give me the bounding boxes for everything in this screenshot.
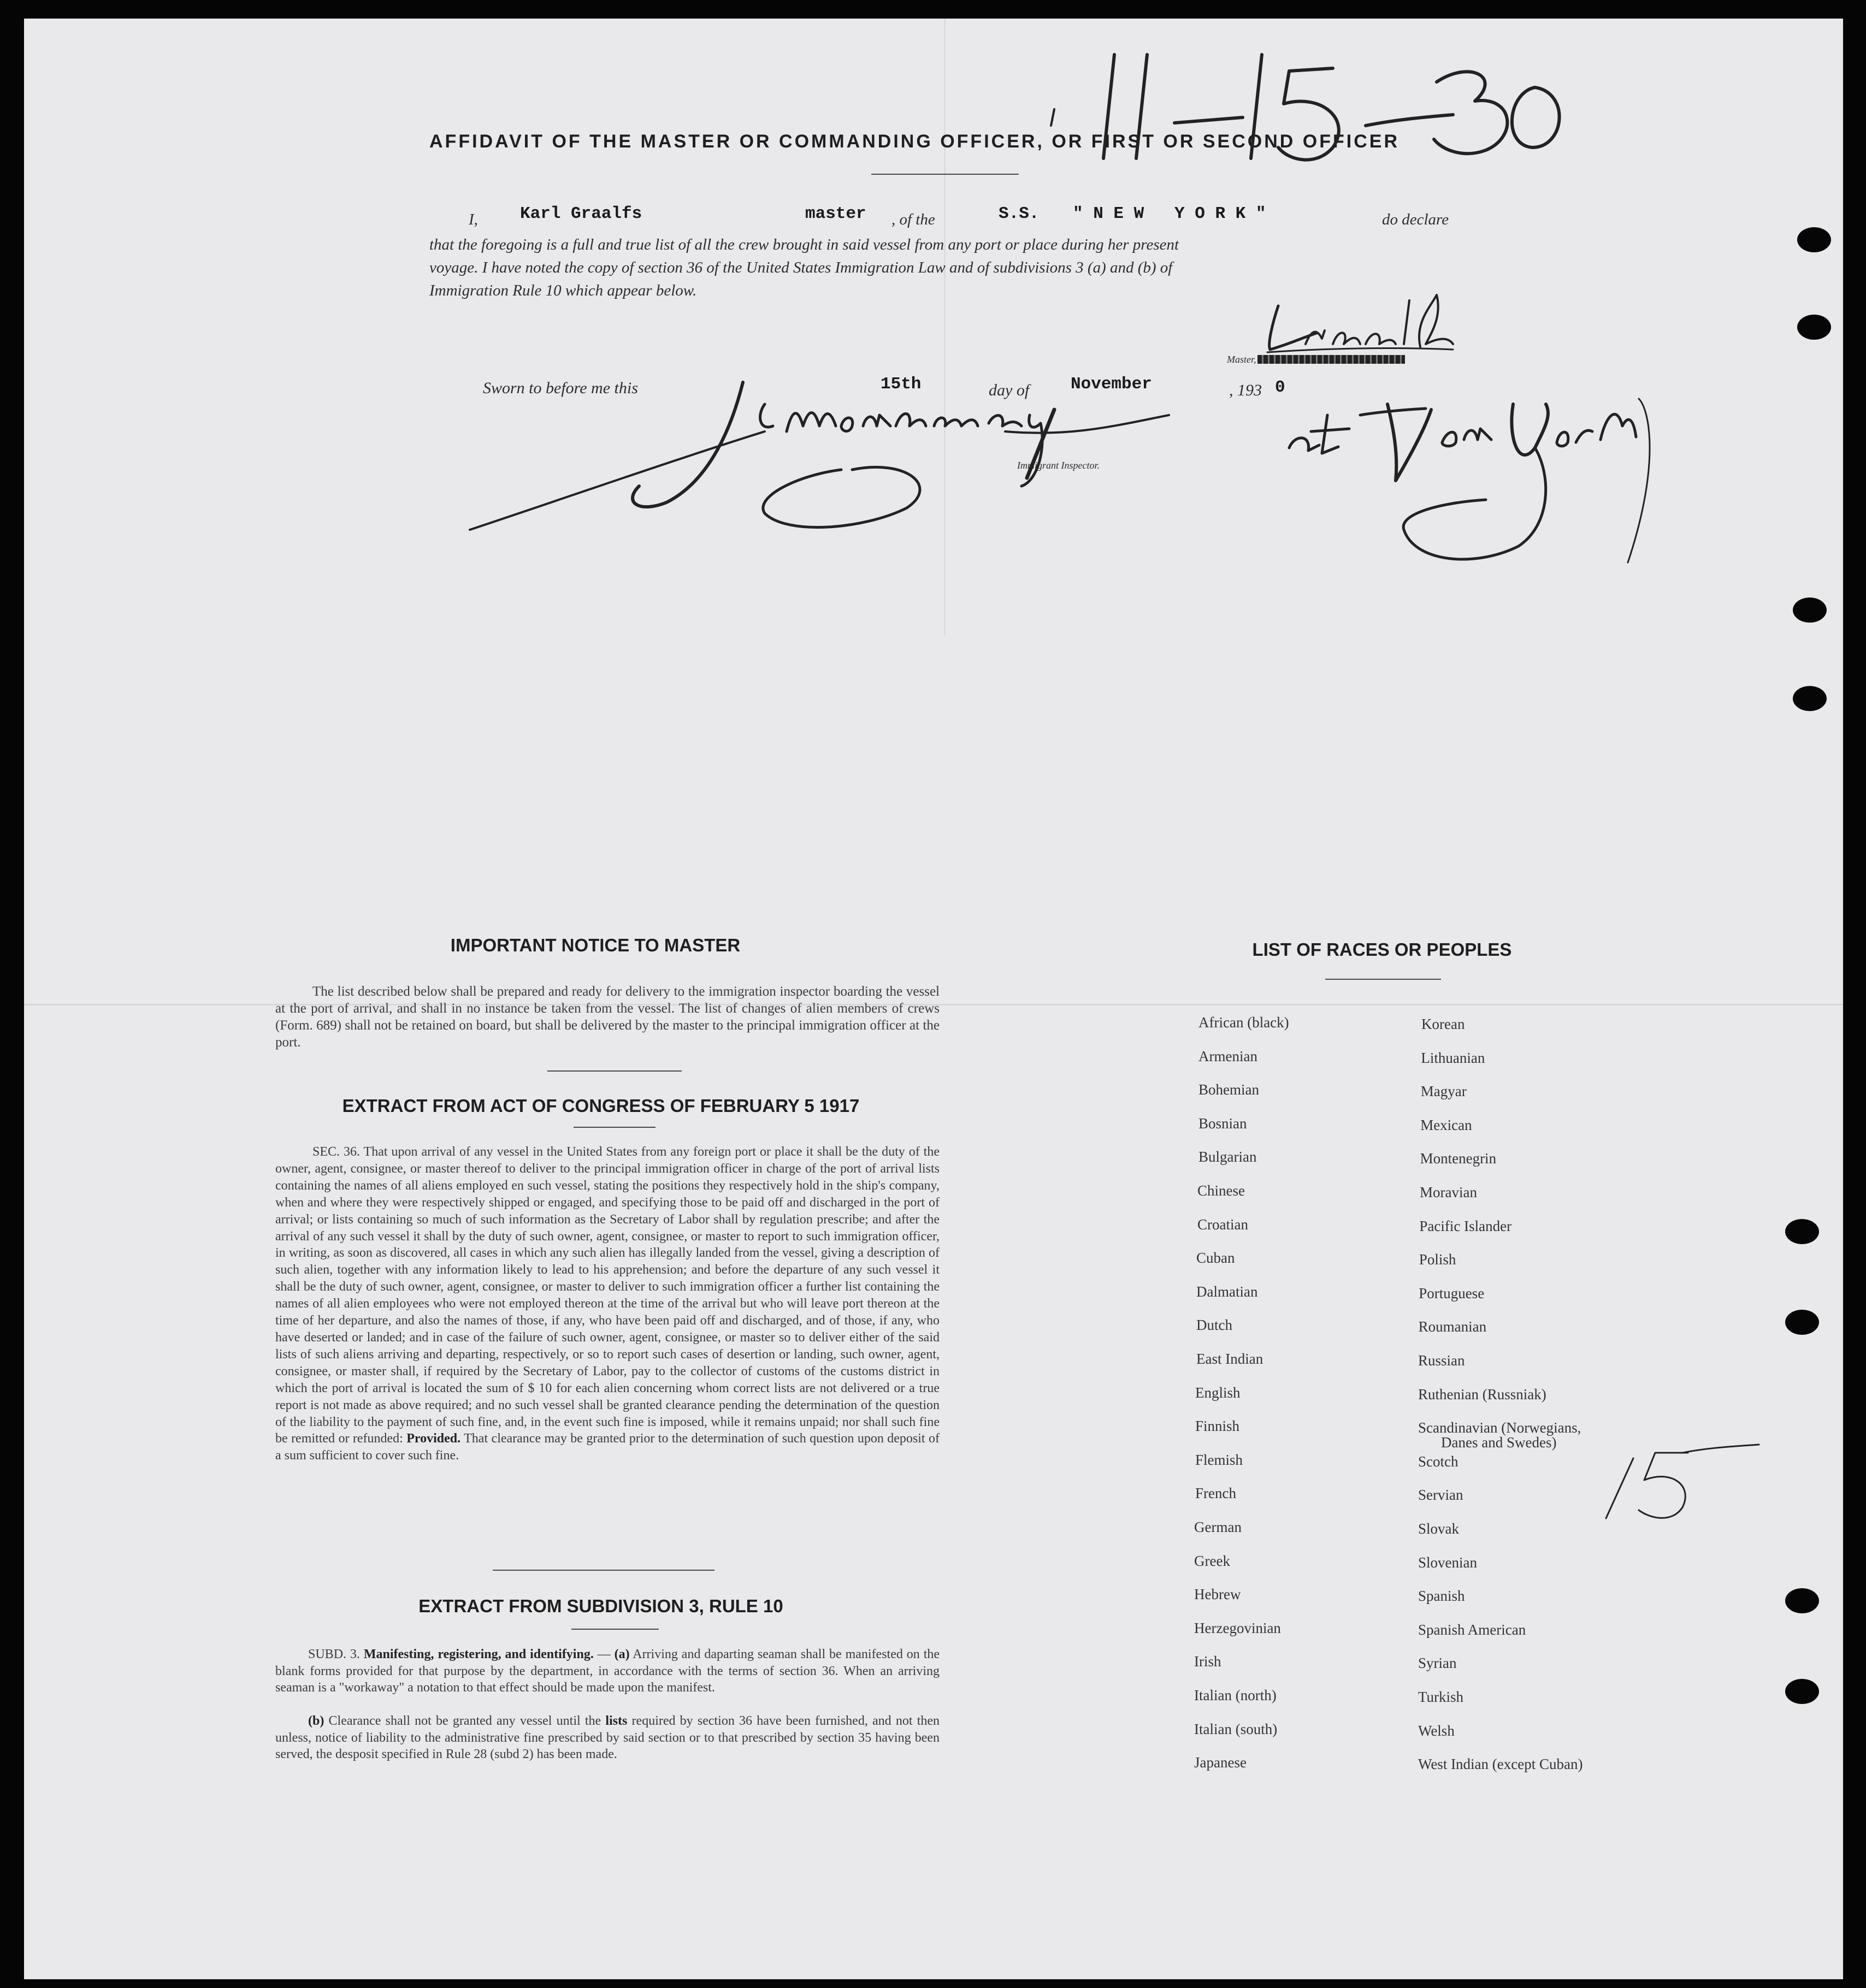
punch-hole	[1785, 1219, 1819, 1244]
ship-prefix: S.S.	[999, 204, 1040, 223]
race-item: African (black)	[1198, 1014, 1289, 1031]
master-name: Karl Graalfs	[520, 204, 642, 223]
handwritten-page-number	[1601, 1436, 1764, 1524]
subdivision-para-a: SUBD. 3. Manifesting, registering, and identifying. — (a) Arriving and daparting seaman shall be manifested on the blank forms provided for that purpose by the department, in accordance with the terms of section 36. When an arriving seaman is a "workaway" a notation to that effect should be made upon the manifest.	[275, 1647, 940, 1695]
race-item: Scotch	[1418, 1453, 1458, 1470]
race-item: Bosnian	[1198, 1115, 1247, 1132]
race-item: Dutch	[1196, 1317, 1232, 1334]
inspector-signature	[459, 371, 1191, 546]
race-item: Russian	[1418, 1352, 1465, 1369]
inspector-label: Immigrant Inspector.	[1017, 460, 1100, 471]
declaration-line-3: Immigration Rule 10 which appear below.	[429, 282, 697, 299]
race-item: Flemish	[1195, 1451, 1243, 1468]
race-item-continuation: Danes and Swedes)	[1441, 1434, 1557, 1451]
race-item: Syrian	[1418, 1655, 1457, 1672]
race-item: Turkish	[1418, 1689, 1464, 1705]
race-item: English	[1195, 1384, 1241, 1401]
race-item: Welsh	[1418, 1722, 1455, 1739]
master-signature	[1256, 284, 1475, 366]
race-item: Spanish	[1418, 1588, 1465, 1605]
punch-hole	[1797, 227, 1831, 252]
race-item: Portuguese	[1419, 1285, 1485, 1301]
race-item: Magyar	[1420, 1083, 1467, 1100]
punch-hole	[1797, 315, 1831, 340]
extract-act-text	[275, 1144, 940, 1464]
race-item: Japanese	[1194, 1754, 1247, 1771]
race-item: Ruthenian (Russniak)	[1418, 1386, 1546, 1403]
punch-hole	[1785, 1588, 1819, 1613]
do-declare-label: do declare	[1382, 211, 1449, 228]
notice-title: IMPORTANT NOTICE TO MASTER	[450, 935, 741, 955]
race-item: Servian	[1418, 1487, 1463, 1504]
para-a-text: Arriving and daparting seaman shall be manifested on the blank forms provided for that purpose by the department, in accordance with the terms of section 36. When an arriving seaman is a "workaway" a notation to that effect should be made upon the manifest.	[275, 1647, 940, 1695]
race-item: Moravian	[1420, 1184, 1477, 1200]
section-rule	[493, 1570, 714, 1571]
race-item: Slovak	[1418, 1520, 1460, 1537]
sworn-month: November	[1071, 375, 1152, 394]
declaration-line-2: voyage. I have noted the copy of section 36 of the United States Immigration Law and of subdivisions 3 (a) and (b) of	[429, 259, 1173, 276]
para-b-bold: lists	[605, 1714, 628, 1728]
extract-subdivision-title: EXTRACT FROM SUBDIVISION 3, RULE 10	[418, 1596, 783, 1616]
day-of-label: day of	[989, 381, 1030, 399]
race-item: Pacific Islander	[1419, 1217, 1512, 1234]
race-item: West Indian (except Cuban)	[1418, 1756, 1583, 1773]
race-item: Croatian	[1197, 1216, 1248, 1233]
race-item: Finnish	[1195, 1418, 1240, 1435]
race-item: German	[1194, 1519, 1242, 1535]
year-suffix: 0	[1275, 378, 1285, 397]
punch-hole	[1793, 597, 1827, 623]
year-prefix: , 193	[1229, 381, 1262, 399]
punch-hole	[1793, 686, 1827, 711]
para-a-label: (a)	[614, 1647, 630, 1661]
race-item: Greek	[1194, 1552, 1230, 1569]
races-title: LIST OF RACES OR PEOPLES	[1252, 939, 1512, 960]
para-b-end: required by section 36 have been furnished, and not then unless, notice of liability to the administrative fine prescribed by said section or to that prescribed by section 35 having been served, the desposit specified in Rule 28 (subd 2) has been made.	[275, 1714, 940, 1761]
affidavit-i-label: I,	[469, 211, 478, 228]
race-item: Bohemian	[1198, 1081, 1259, 1098]
extract-act-title-text: EXTRACT FROM ACT OF CONGRESS OF FEBRUARY 5 1917	[342, 1096, 860, 1116]
race-item: Dalmatian	[1196, 1283, 1258, 1300]
handwritten-place	[1278, 382, 1672, 601]
extract-act-body: SEC. 36. That upon arrival of any vessel in the United States from any foreign port or place it shall be the duty of the owner, agent, consignee, or master thereof to deliver to the principal immigration officer in charge of the port of arrival lists containing the names of all aliens employed en such vessel, stating the positions they respectively hold in the ship's company, when and where they were respectively shipped or engaged, and specifying those to be paid off and discharged in the port of arrival; or lists containing so much of such information as the Secretary of Labor shall by regulation prescribe; and after the arrival of any such vessel it shall by the duty of such owner, agent, consignee, or master to report to such immigration officer, in writing, as soon as discovered, all cases in which any such alien has illegally landed from the vessel, giving a description of such alien, together with any information likely to lead to his apprehension; and before the departure of any such vessel it shall be the duty of such owner, agent, consignee, or master to deliver to such immigration officer a further list containing the names of all alien employees who were not employed thereon at the time of the arrival but who will leave port thereon at the time of her departure, and also the names of those, if any, who have been paid off and discharged, and of those, if any, who have deserted or landed; and in case of the failure of such owner, agent, consignee, or master so to deliver either of the said lists of such aliens arriving and departing, respectively, or so to report such cases of desertion or landing, such owner, agent, consignee, or master shall, if required by the Secretary of Labor, pay to the collector of customs of the customs district in which the port of arrival is located the sum of $ 10 for each alien concerning whom correct lists are not delivered or a true report is not made as above required; and no such vessel shall be granted clearance pending the determination of the question of the liability to the payment of such fine, and, in the event such fine is imposed, while it remains unpaid; nor shall such fine be remitted or refunded:	[275, 1145, 940, 1446]
affidavit-title: AFFIDAVIT OF THE MASTER OR COMMANDING OFFICER, OR FIRST OR SECOND OFFICER	[429, 131, 1400, 152]
section-rule	[1325, 979, 1441, 980]
subdivision-para-b	[275, 1713, 940, 1763]
ship-name: " N E W Y O R K "	[1073, 204, 1266, 223]
race-item: Spanish American	[1418, 1621, 1526, 1638]
race-item: East Indian	[1196, 1351, 1263, 1367]
race-item: Cuban	[1196, 1250, 1235, 1267]
race-item: Korean	[1421, 1016, 1465, 1032]
declaration-line-1: that the foregoing is a full and true list of all the crew brought in said vessel from any port or place during her present	[429, 236, 1179, 253]
sworn-label: Sworn to before me this	[483, 379, 638, 397]
title-rule	[871, 174, 1019, 175]
race-item: Mexican	[1420, 1116, 1472, 1133]
race-item: Irish	[1194, 1653, 1221, 1670]
race-item: Hebrew	[1194, 1586, 1241, 1603]
extract-act-provided: Provided.	[406, 1431, 461, 1446]
punch-hole	[1785, 1310, 1819, 1335]
race-item: Montenegrin	[1420, 1150, 1497, 1167]
para-b-label: (b)	[308, 1714, 324, 1728]
race-item: French	[1195, 1485, 1236, 1502]
sworn-day: 15th	[881, 375, 922, 394]
race-item: Chinese	[1197, 1182, 1245, 1199]
race-item: Slovenian	[1418, 1554, 1477, 1571]
race-item: Herzegovinian	[1194, 1619, 1281, 1636]
para-b-start: Clearance shall not be granted any vessel until the	[328, 1714, 601, 1728]
race-item: Scandinavian (Norwegians,	[1418, 1419, 1581, 1436]
extract-act-body-end: That clearance may be granted prior to the determination of such question upon deposit of a sum sufficient to cover such fine.	[275, 1431, 940, 1463]
race-item: Bulgarian	[1198, 1149, 1257, 1165]
subd-label: SUBD. 3.	[308, 1647, 360, 1661]
race-item: Italian (south)	[1194, 1720, 1278, 1737]
notice-text: The list described below shall be prepared and ready for delivery to the immigration inspector boarding the vessel at the port of arrival, and shall in no instance be taken from the vessel. The list of changes of alien members of crews (Form. 689) shall not be retained on board, but shall be delivered by the master to the principal immigration officer at the port.	[275, 984, 940, 1050]
section-rule	[571, 1629, 659, 1630]
master-label: Master,	[1227, 354, 1256, 365]
of-the-label: , of the	[891, 211, 935, 228]
race-item: Polish	[1419, 1251, 1456, 1268]
race-item: Roumanian	[1418, 1318, 1487, 1335]
race-item: Lithuanian	[1421, 1049, 1485, 1066]
punch-hole	[1785, 1679, 1819, 1704]
race-item: Italian (north)	[1194, 1687, 1277, 1703]
extract-act-title	[262, 1096, 940, 1116]
section-rule	[547, 1070, 682, 1072]
subd-heading: Manifesting, registering, and identifying.	[363, 1647, 594, 1661]
handwritten-date	[1038, 44, 1595, 175]
race-item: Armenian	[1198, 1048, 1257, 1064]
master-rank: master	[805, 204, 866, 223]
section-rule	[574, 1127, 656, 1128]
